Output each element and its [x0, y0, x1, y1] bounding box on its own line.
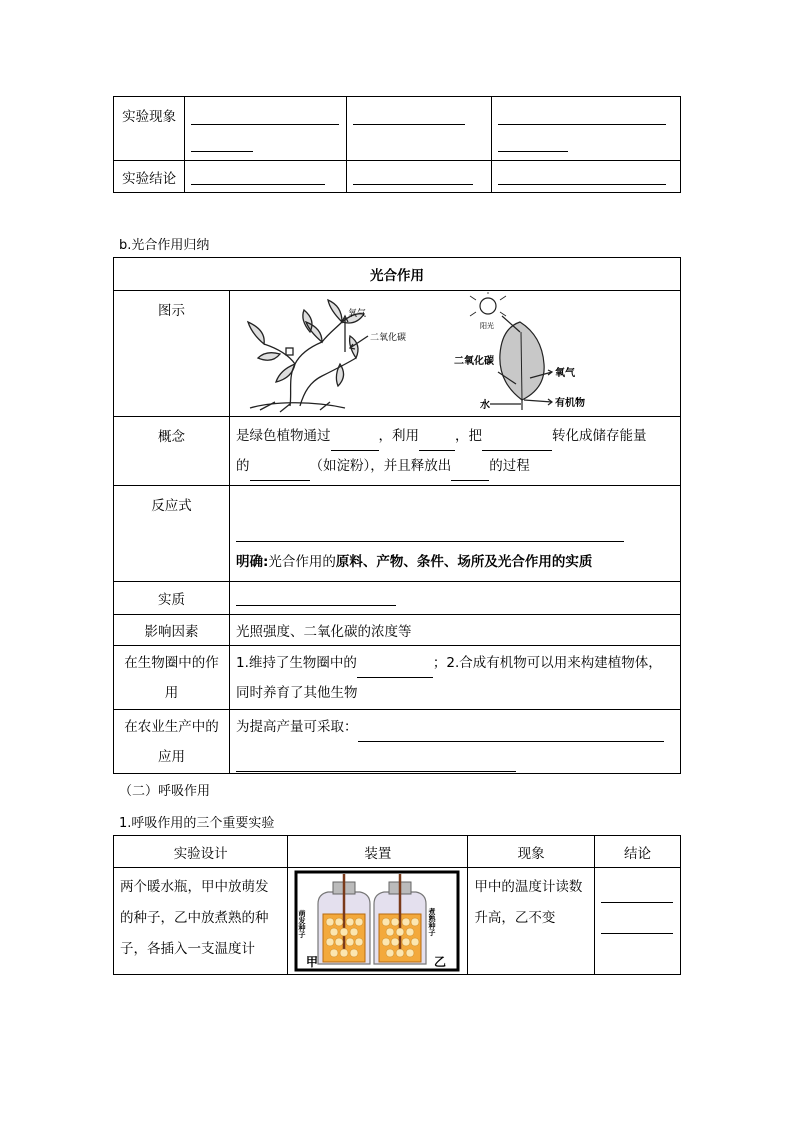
- row-label-essence: 实质: [114, 582, 230, 615]
- concept-text: ，把: [455, 428, 482, 444]
- answer-blank[interactable]: [482, 436, 552, 451]
- row-label-factors: 影响因素: [114, 615, 230, 646]
- photosynthesis-diagram: [230, 292, 680, 416]
- answer-blank[interactable]: [498, 137, 568, 152]
- plant-label-co2: 二氧化碳: [370, 332, 407, 343]
- row-label-biosphere: 在生物圈中的作: [124, 654, 219, 671]
- design-cell: 两个暖水瓶，甲中放萌发 的种子，乙中放煮熟的种 子，各插入一支温度计: [114, 868, 288, 975]
- plant-label-oxygen: 氧气: [348, 308, 367, 319]
- row-label-reaction: 反应式: [114, 486, 230, 582]
- label-jia: 甲: [306, 955, 319, 969]
- leaf-label-organic: 有机物: [555, 397, 585, 409]
- section-heading: （二）呼吸作用: [119, 784, 211, 799]
- concept-text: （如淀粉），并且释放出: [309, 458, 452, 474]
- photosynthesis-table: 光合作用 图示 氧气 二氧化碳 阳光 二氧化碳 氧气 水 有机物 概念 是绿色植物通过 ，利用 ，把 转化成储存能量 的 （如淀粉），并且释放出 的过程 反应式 明确:光合作用的原料、产物、条件、场所及光合作用的实质 实质 影响因素 光照强度、二氧化碳的浓度等 在生物圈中的作 用 1.维持了生物圈中的 ；2.合成有机物可以用来构建植物体， 同时养育了其他生物 在农业生产中的 应用 为提高产量可采取：: [113, 257, 681, 774]
- row-label-diagram: 图示: [114, 291, 230, 417]
- answer-blank[interactable]: [498, 110, 666, 125]
- concept-text: 是绿色植物通过: [236, 428, 331, 444]
- section-subheading: 1.呼吸作用的三个重要实验: [119, 816, 275, 831]
- leaf-figure: [470, 292, 552, 410]
- column-header: 结论: [594, 836, 680, 868]
- phenomenon-cell: 甲中的温度计读数 升高，乙不变: [468, 868, 595, 975]
- respiration-table: [113, 835, 681, 975]
- answer-blank[interactable]: [353, 170, 473, 185]
- concept-text: ，利用: [378, 428, 419, 444]
- label-germinating-seeds: 萌发种子: [298, 910, 307, 938]
- thermos-apparatus: [288, 868, 466, 973]
- column-header: 实验设计: [114, 836, 288, 868]
- row-label-concept: 概念: [114, 417, 230, 486]
- answer-blank[interactable]: [236, 527, 624, 542]
- answer-blank[interactable]: [191, 170, 325, 185]
- concept-text: 转化成储存能量: [552, 428, 647, 444]
- answer-blank[interactable]: [236, 757, 516, 772]
- answer-blank[interactable]: [191, 110, 339, 125]
- section-heading: b.光合作用归纳: [119, 238, 210, 253]
- reaction-note: 明确:光合作用的原料、产物、条件、场所及光合作用的实质: [236, 554, 593, 570]
- biosphere-text: 同时养育了其他生物: [236, 684, 358, 701]
- factors-text: 光照强度、二氧化碳的浓度等: [230, 615, 681, 646]
- leaf-label-co2: 二氧化碳: [454, 355, 494, 367]
- label-yi: 乙: [434, 955, 447, 969]
- conclusion-cell: [594, 868, 680, 975]
- row-label-agriculture: 在农业生产中的: [124, 718, 219, 735]
- row-label-conclusion: 实验结论: [114, 161, 185, 193]
- answer-blank[interactable]: [250, 466, 310, 481]
- answer-blank[interactable]: [191, 137, 253, 152]
- answer-blank[interactable]: [601, 888, 673, 903]
- answer-blank[interactable]: [357, 663, 433, 678]
- answer-blank[interactable]: [601, 919, 673, 934]
- leaf-label-water: 水: [480, 399, 490, 411]
- agriculture-text: 为提高产量可采取：: [236, 718, 358, 735]
- observation-table: [113, 96, 681, 193]
- answer-blank[interactable]: [353, 110, 465, 125]
- answer-blank[interactable]: [236, 591, 396, 606]
- answer-blank[interactable]: [451, 466, 489, 481]
- concept-text: 的: [236, 458, 250, 474]
- biosphere-text: ；2.合成有机物可以用来构建植物体，: [432, 654, 662, 671]
- column-header: 现象: [468, 836, 595, 868]
- leaf-label-sun: 阳光: [480, 321, 494, 330]
- concept-text: 的过程: [489, 458, 530, 474]
- biosphere-text: 1.维持了生物圈中的: [236, 654, 357, 671]
- answer-blank[interactable]: [358, 727, 664, 742]
- label-cooked-seeds: 煮熟种子: [428, 908, 437, 936]
- leaf-label-oxygen: 氧气: [555, 367, 575, 379]
- answer-blank[interactable]: [331, 436, 379, 451]
- table-title: 光合作用: [114, 258, 681, 291]
- row-label-phenomenon: 实验现象: [114, 97, 185, 161]
- answer-blank[interactable]: [498, 170, 666, 185]
- answer-blank[interactable]: [419, 436, 455, 451]
- column-header: 装置: [288, 836, 468, 868]
